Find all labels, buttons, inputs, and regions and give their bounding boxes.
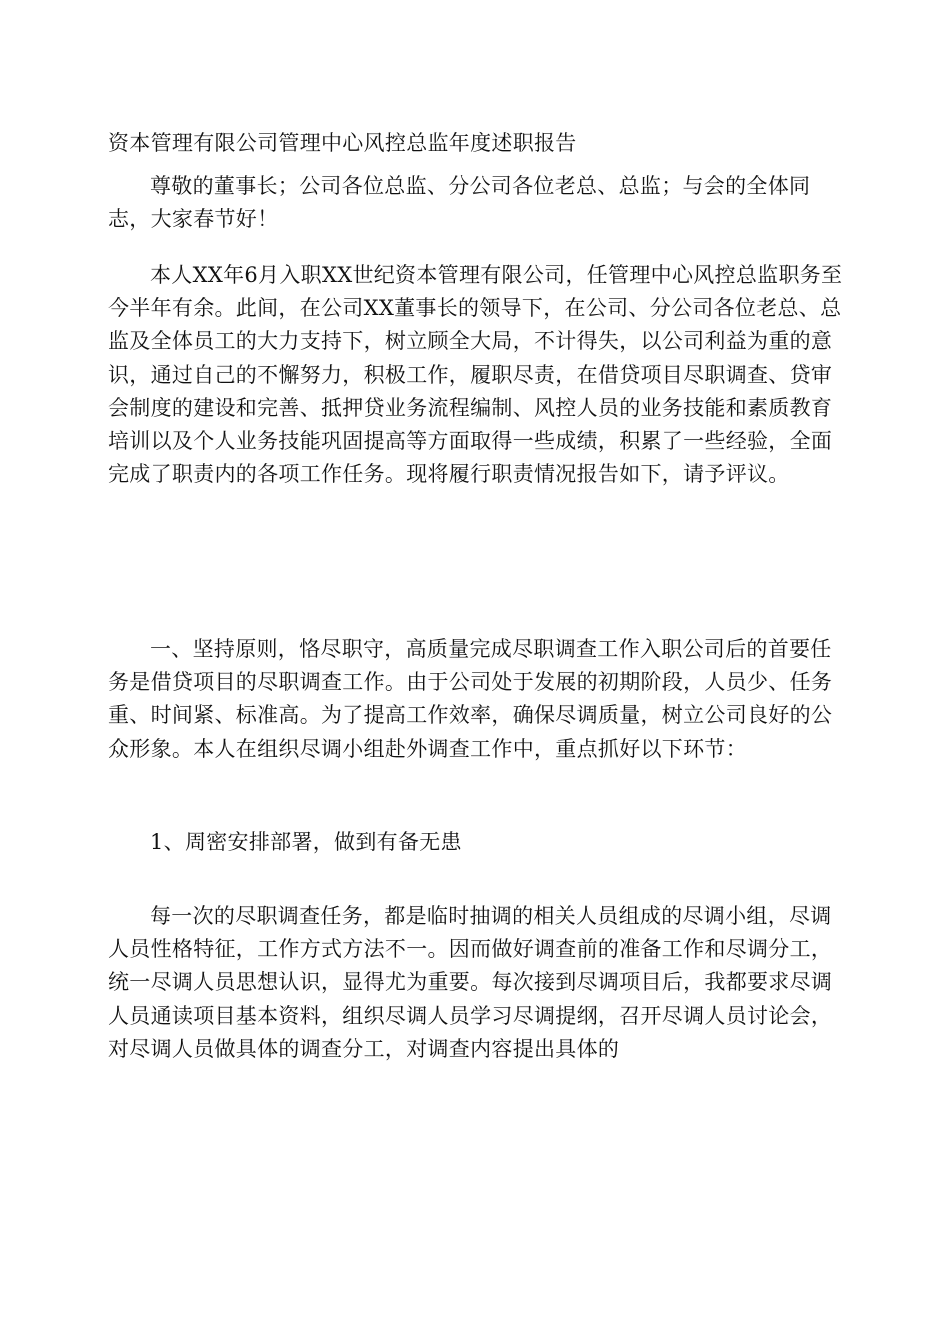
intro-paragraph: 本人XX年6月入职XX世纪资本管理有限公司，任管理中心风控总监职务至今半年有余。此间，在公司XX董事长的领导下，在公司、分公司各位老总、总监及全体员工的大力支持下，树立顾全大局，不计得失，以公司利益为重的意识，通过自己的不懈努力，积极工作，履职尽责，在借贷项目尽职调查、贷审会制度的建设和完善、抵押贷业务流程编制、风控人员的业务技能和素质教育培训以及个人业务技能巩固提高等方面取得一些成绩，积累了一些经验，全面完成了职责内的各项工作任务。现将履行职责情况报告如下，请予评议。 [108, 263, 843, 487]
section-one-paragraph: 一、坚持原则，恪尽职守，高质量完成尽职调查工作入职公司后的首要任务是借贷项目的尽职调查工作。由于公司处于发展的初期阶段，人员少、任务重、时间紧、标准高。为了提高工作效率，确保尽调质量，树立公司良好的公众形象。本人在组织尽调小组赴外调查工作中，重点抓好以下环节： [108, 637, 833, 761]
document-title: 资本管理有限公司管理中心风控总监年度述职报告 [108, 131, 577, 155]
greeting-paragraph: 尊敬的董事长；公司各位总监、分公司各位老总、总监；与会的全体同志，大家春节好！ [108, 174, 811, 232]
subsection-paragraph: 每一次的尽职调查任务，都是临时抽调的相关人员组成的尽调小组，尽调人员性格特征，工作方式方法不一。因而做好调查前的准备工作和尽调分工，统一尽调人员思想认识，显得尤为重要。每次接到尽调项目后，我都要求尽调人员通读项目基本资料，组织尽调人员学习尽调提纲，召开尽调人员讨论会，对尽调人员做具体的调查分工，对调查内容提出具体的 [108, 904, 833, 1061]
subsection-heading: 1、周密安排部署，做到有备无患 [150, 830, 462, 854]
